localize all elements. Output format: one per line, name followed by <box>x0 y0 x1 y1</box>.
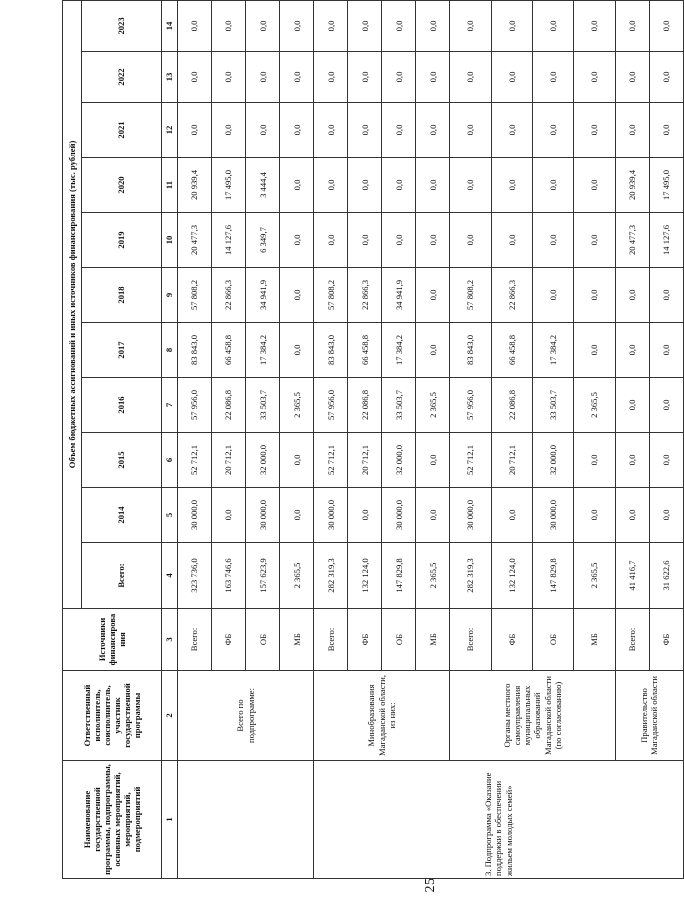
cell-value: 0,0 <box>491 158 532 213</box>
cell-value: 0,0 <box>314 213 348 268</box>
cell-value: 20 712,1 <box>491 433 532 488</box>
cell-value: 0,0 <box>178 52 212 103</box>
cell-value: 0,0 <box>649 103 683 158</box>
cell-value: 0,0 <box>416 103 450 158</box>
cell-value: 0,0 <box>212 0 246 51</box>
column-number: 13 <box>162 52 178 103</box>
cell-value: 0,0 <box>314 103 348 158</box>
header-year: 2020 <box>82 158 162 213</box>
cell-value: 0,0 <box>382 0 416 51</box>
cell-value: 0,0 <box>532 52 573 103</box>
cell-value: 33 503,7 <box>382 378 416 433</box>
cell-value: 52 712,1 <box>178 433 212 488</box>
cell-value: 0,0 <box>450 0 491 51</box>
cell-source: Всего: <box>178 609 212 671</box>
cell-value: 0,0 <box>615 488 649 543</box>
cell-value: 0,0 <box>212 488 246 543</box>
cell-value: 57 808,2 <box>178 268 212 323</box>
cell-source: ОБ <box>532 609 573 671</box>
cell-value: 0,0 <box>416 0 450 51</box>
cell-value: 0,0 <box>246 103 280 158</box>
cell-value: 30 000,0 <box>532 488 573 543</box>
cell-value: 0,0 <box>450 52 491 103</box>
header-year: 2015 <box>82 433 162 488</box>
cell-value: 0,0 <box>649 488 683 543</box>
cell-value: 14 127,6 <box>649 213 683 268</box>
column-number: 2 <box>162 671 178 761</box>
cell-value: 0,0 <box>416 52 450 103</box>
financing-table <box>62 0 684 879</box>
cell-value: 157 623,9 <box>246 543 280 609</box>
cell-source: МБ <box>574 609 615 671</box>
cell-value: 0,0 <box>246 52 280 103</box>
column-number: 3 <box>162 609 178 671</box>
cell-value: 2 365,5 <box>280 543 314 609</box>
cell-value: 22 086,8 <box>491 378 532 433</box>
cell-value: 0,0 <box>615 433 649 488</box>
header-year: 2016 <box>82 378 162 433</box>
cell-value: 34 941,9 <box>382 268 416 323</box>
cell-value: 0,0 <box>649 433 683 488</box>
table-row <box>615 0 649 878</box>
header-executor: Ответственный исполнитель, соисполнитель, участник государственной программы <box>63 671 162 761</box>
cell-value: 0,0 <box>532 213 573 268</box>
cell-value: 30 000,0 <box>178 488 212 543</box>
column-number: 5 <box>162 488 178 543</box>
cell-value: 0,0 <box>314 158 348 213</box>
cell-value: 22 866,3 <box>348 268 382 323</box>
cell-value: 0,0 <box>348 488 382 543</box>
cell-value: 0,0 <box>416 158 450 213</box>
cell-value: 0,0 <box>532 103 573 158</box>
cell-value: 66 458,8 <box>212 323 246 378</box>
group-total-subprogram: Всего по подпрограмме: <box>178 671 314 761</box>
cell-source: МБ <box>416 609 450 671</box>
column-number: 9 <box>162 268 178 323</box>
cell-value: 20 939,4 <box>178 158 212 213</box>
cell-value: 14 127,6 <box>212 213 246 268</box>
column-number: 10 <box>162 213 178 268</box>
table-row <box>314 0 348 878</box>
cell-source: ОБ <box>246 609 280 671</box>
cell-value: 0,0 <box>649 52 683 103</box>
cell-value: 6 349,7 <box>246 213 280 268</box>
cell-value: 147 829,8 <box>532 543 573 609</box>
cell-value: 0,0 <box>280 0 314 51</box>
header-year: 2019 <box>82 213 162 268</box>
cell-value: 22 866,3 <box>491 268 532 323</box>
cell-value: 0,0 <box>649 0 683 51</box>
header-source: Источники финансирова ния <box>63 609 162 671</box>
cell-value: 57 956,0 <box>450 378 491 433</box>
cell-value: 0,0 <box>280 213 314 268</box>
cell-value: 323 736,0 <box>178 543 212 609</box>
cell-value: 0,0 <box>382 213 416 268</box>
column-number: 6 <box>162 433 178 488</box>
cell-value: 0,0 <box>280 268 314 323</box>
cell-value: 0,0 <box>450 213 491 268</box>
empty-cell <box>178 761 314 879</box>
cell-value: 22 086,8 <box>348 378 382 433</box>
cell-source: ОБ <box>382 609 416 671</box>
cell-source: МБ <box>280 609 314 671</box>
cell-value: 0,0 <box>649 323 683 378</box>
cell-value: 0,0 <box>280 488 314 543</box>
cell-value: 0,0 <box>382 103 416 158</box>
header-total: Всего: <box>82 543 162 609</box>
cell-value: 0,0 <box>491 103 532 158</box>
cell-value: 0,0 <box>416 268 450 323</box>
cell-value: 0,0 <box>532 268 573 323</box>
cell-value: 20 477,3 <box>615 213 649 268</box>
cell-source: ФБ <box>348 609 382 671</box>
cell-value: 0,0 <box>532 158 573 213</box>
cell-value: 0,0 <box>574 213 615 268</box>
cell-value: 17 384,2 <box>246 323 280 378</box>
cell-value: 0,0 <box>615 103 649 158</box>
header-year: 2022 <box>82 52 162 103</box>
cell-value: 57 808,2 <box>450 268 491 323</box>
table-row <box>178 0 212 878</box>
cell-value: 282 319,3 <box>450 543 491 609</box>
cell-value: 2 365,5 <box>280 378 314 433</box>
header-year: 2023 <box>82 0 162 51</box>
cell-value: 0,0 <box>574 488 615 543</box>
header-year: 2018 <box>82 268 162 323</box>
cell-value: 0,0 <box>314 0 348 51</box>
cell-value: 0,0 <box>280 323 314 378</box>
header-year: 2017 <box>82 323 162 378</box>
cell-value: 0,0 <box>615 323 649 378</box>
cell-value: 66 458,8 <box>348 323 382 378</box>
cell-value: 57 956,0 <box>178 378 212 433</box>
cell-value: 17 384,2 <box>532 323 573 378</box>
cell-value: 0,0 <box>212 103 246 158</box>
cell-value: 132 124,0 <box>348 543 382 609</box>
cell-value: 57 808,2 <box>314 268 348 323</box>
column-number: 11 <box>162 158 178 213</box>
cell-value: 0,0 <box>246 0 280 51</box>
column-number: 14 <box>162 0 178 51</box>
cell-value: 0,0 <box>574 433 615 488</box>
cell-value: 20 939,4 <box>615 158 649 213</box>
cell-value: 30 000,0 <box>246 488 280 543</box>
cell-value: 30 000,0 <box>382 488 416 543</box>
group-organs: Органы местного самоуправления муниципальных образований Магаданской области (по согласованию) <box>450 671 615 761</box>
group-subprogram-3: 3. Подпрограмма «Оказание поддержки в обеспечении жильем молодых семей» <box>314 761 684 879</box>
cell-value: 22 866,3 <box>212 268 246 323</box>
cell-value: 0,0 <box>450 103 491 158</box>
cell-value: 0,0 <box>178 103 212 158</box>
cell-value: 0,0 <box>280 433 314 488</box>
cell-value: 0,0 <box>416 213 450 268</box>
cell-value: 0,0 <box>574 0 615 51</box>
cell-value: 0,0 <box>348 52 382 103</box>
cell-value: 83 843,0 <box>314 323 348 378</box>
cell-value: 17 384,2 <box>382 323 416 378</box>
cell-value: 0,0 <box>615 52 649 103</box>
cell-source: ФБ <box>491 609 532 671</box>
cell-value: 0,0 <box>574 103 615 158</box>
column-number: 4 <box>162 543 178 609</box>
cell-value: 132 124,0 <box>491 543 532 609</box>
cell-value: 0,0 <box>212 52 246 103</box>
cell-value: 0,0 <box>574 323 615 378</box>
cell-value: 0,0 <box>416 323 450 378</box>
cell-value: 52 712,1 <box>314 433 348 488</box>
cell-value: 0,0 <box>532 0 573 51</box>
header-program-name: Наименование государственной программы, подпрограммы, основных мероприятий, мероприятий, подмероприятий <box>63 761 162 879</box>
cell-value: 2 365,5 <box>574 543 615 609</box>
cell-value: 0,0 <box>450 158 491 213</box>
cell-value: 41 416,7 <box>615 543 649 609</box>
header-row-group <box>63 0 82 878</box>
cell-value: 83 843,0 <box>178 323 212 378</box>
column-number: 1 <box>162 761 178 879</box>
cell-value: 0,0 <box>574 158 615 213</box>
cell-value: 17 495,0 <box>649 158 683 213</box>
header-year: 2021 <box>82 103 162 158</box>
cell-value: 0,0 <box>416 488 450 543</box>
cell-value: 0,0 <box>348 103 382 158</box>
table-row <box>450 0 491 878</box>
cell-value: 2 365,5 <box>416 378 450 433</box>
cell-source: ФБ <box>212 609 246 671</box>
cell-value: 30 000,0 <box>314 488 348 543</box>
cell-value: 0,0 <box>382 52 416 103</box>
cell-value: 22 086,8 <box>212 378 246 433</box>
cell-value: 282 319,3 <box>314 543 348 609</box>
cell-source: ФБ <box>649 609 683 671</box>
column-number-row <box>162 0 178 878</box>
cell-value: 0,0 <box>574 268 615 323</box>
group-government: Правительство Магаданской области <box>615 671 683 761</box>
cell-value: 2 365,5 <box>416 543 450 609</box>
cell-value: 33 503,7 <box>532 378 573 433</box>
cell-value: 3 444,4 <box>246 158 280 213</box>
cell-value: 0,0 <box>491 488 532 543</box>
cell-value: 17 495,0 <box>212 158 246 213</box>
cell-value: 0,0 <box>574 52 615 103</box>
cell-value: 32 000,0 <box>246 433 280 488</box>
cell-value: 32 000,0 <box>532 433 573 488</box>
cell-value: 0,0 <box>615 268 649 323</box>
cell-value: 0,0 <box>348 213 382 268</box>
cell-value: 0,0 <box>382 158 416 213</box>
cell-source: Всего: <box>314 609 348 671</box>
cell-value: 32 000,0 <box>382 433 416 488</box>
cell-value: 0,0 <box>491 213 532 268</box>
cell-value: 34 941,9 <box>246 268 280 323</box>
cell-value: 0,0 <box>649 268 683 323</box>
cell-value: 0,0 <box>280 52 314 103</box>
cell-value: 52 712,1 <box>450 433 491 488</box>
cell-value: 0,0 <box>280 158 314 213</box>
cell-value: 33 503,7 <box>246 378 280 433</box>
cell-value: 0,0 <box>348 158 382 213</box>
cell-value: 0,0 <box>280 103 314 158</box>
header-volume-group: Объем бюджетных ассигнований и иных источников финансирования (тыс. рублей) <box>63 0 82 608</box>
cell-value: 0,0 <box>178 0 212 51</box>
header-year: 2014 <box>82 488 162 543</box>
column-number: 8 <box>162 323 178 378</box>
cell-value: 0,0 <box>348 0 382 51</box>
page-number: 25 <box>423 877 438 893</box>
cell-source: Всего: <box>450 609 491 671</box>
cell-value: 20 712,1 <box>212 433 246 488</box>
cell-value: 57 956,0 <box>314 378 348 433</box>
cell-source: Всего: <box>615 609 649 671</box>
cell-value: 31 622,6 <box>649 543 683 609</box>
cell-value: 0,0 <box>491 0 532 51</box>
cell-value: 2 365,5 <box>574 378 615 433</box>
cell-value: 30 000,0 <box>450 488 491 543</box>
cell-value: 0,0 <box>615 0 649 51</box>
cell-value: 0,0 <box>416 433 450 488</box>
cell-value: 66 458,8 <box>491 323 532 378</box>
cell-value: 83 843,0 <box>450 323 491 378</box>
cell-value: 163 746,6 <box>212 543 246 609</box>
cell-value: 0,0 <box>491 52 532 103</box>
cell-value: 0,0 <box>649 378 683 433</box>
cell-value: 20 712,1 <box>348 433 382 488</box>
cell-value: 20 477,3 <box>178 213 212 268</box>
column-number: 12 <box>162 103 178 158</box>
cell-value: 147 829,8 <box>382 543 416 609</box>
group-minobr: Минобразования Магаданской области, из них: <box>314 671 450 761</box>
cell-value: 0,0 <box>314 52 348 103</box>
cell-value: 0,0 <box>615 378 649 433</box>
column-number: 7 <box>162 378 178 433</box>
